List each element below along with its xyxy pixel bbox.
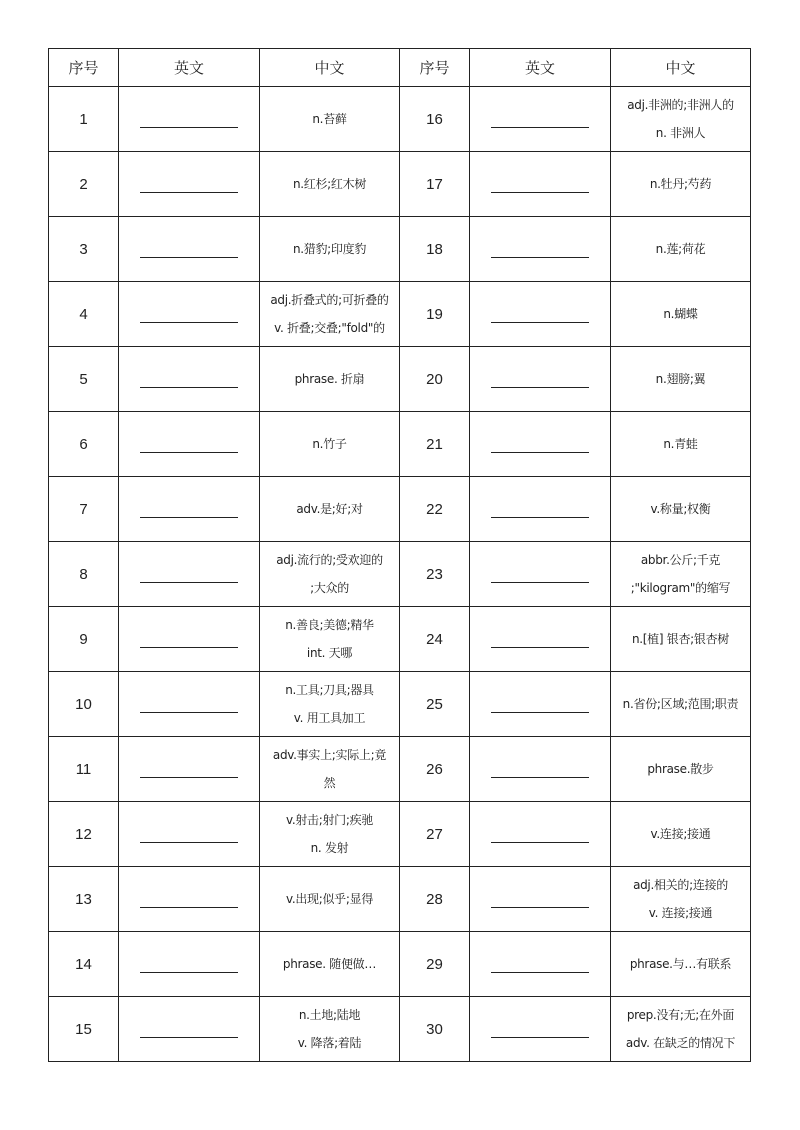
english-answer-cell[interactable] xyxy=(119,152,260,217)
item-number: 21 xyxy=(400,412,470,477)
table-body xyxy=(49,87,751,1062)
answer-blank-line[interactable] xyxy=(140,582,238,583)
chinese-meaning xyxy=(611,542,751,607)
chinese-meaning xyxy=(260,867,400,932)
chinese-meaning xyxy=(611,347,751,412)
english-answer-cell[interactable] xyxy=(119,802,260,867)
english-answer-cell[interactable] xyxy=(119,347,260,412)
meaning-line-1: n.省份;区域;范围;职责 xyxy=(622,697,739,711)
english-answer-cell[interactable] xyxy=(470,87,611,152)
meaning-line-2: n. 发射 xyxy=(310,841,349,855)
item-number: 30 xyxy=(400,997,470,1062)
chinese-meaning xyxy=(260,607,400,672)
item-number: 17 xyxy=(400,152,470,217)
chinese-meaning xyxy=(260,802,400,867)
answer-blank-line[interactable] xyxy=(140,322,238,323)
item-number: 28 xyxy=(400,867,470,932)
english-answer-cell[interactable] xyxy=(470,477,611,542)
english-answer-cell[interactable] xyxy=(119,412,260,477)
chinese-meaning xyxy=(260,152,400,217)
chinese-meaning xyxy=(611,867,751,932)
meaning-line-2: 然 xyxy=(323,776,336,790)
english-answer-cell[interactable] xyxy=(470,152,611,217)
header-chinese: 中文 xyxy=(611,49,751,87)
answer-blank-line[interactable] xyxy=(491,647,589,648)
table-row xyxy=(49,347,751,412)
item-number: 16 xyxy=(400,87,470,152)
answer-blank-line[interactable] xyxy=(491,322,589,323)
chinese-meaning xyxy=(260,87,400,152)
answer-blank-line[interactable] xyxy=(140,842,238,843)
meaning-line-1: n.竹子 xyxy=(312,437,347,451)
english-answer-cell[interactable] xyxy=(470,347,611,412)
chinese-meaning xyxy=(260,477,400,542)
meaning-line-1: v.射击;射门;疾驰 xyxy=(285,813,374,827)
english-answer-cell[interactable] xyxy=(470,217,611,282)
answer-blank-line[interactable] xyxy=(491,517,589,518)
meaning-line-1: phrase. 随便做… xyxy=(282,957,377,971)
chinese-meaning xyxy=(611,412,751,477)
chinese-meaning xyxy=(260,737,400,802)
meaning-line-1: n.工具;刀具;器具 xyxy=(285,683,374,697)
english-answer-cell[interactable] xyxy=(470,542,611,607)
answer-blank-line[interactable] xyxy=(491,582,589,583)
meaning-line-1: adv.事实上;实际上;竟 xyxy=(272,748,387,762)
table-row xyxy=(49,477,751,542)
meaning-line-1: n.猎豹;印度豹 xyxy=(292,242,367,256)
table-row xyxy=(49,87,751,152)
item-number: 27 xyxy=(400,802,470,867)
item-number: 24 xyxy=(400,607,470,672)
meaning-line-1: adj.相关的;连接的 xyxy=(633,878,728,892)
meaning-line-1: n.红杉;红木树 xyxy=(292,177,367,191)
item-number: 10 xyxy=(49,672,119,737)
meaning-line-1: n.苔藓 xyxy=(312,112,347,126)
answer-blank-line[interactable] xyxy=(140,907,238,908)
answer-blank-line[interactable] xyxy=(140,712,238,713)
meaning-line-1: v.连接;接通 xyxy=(650,827,711,841)
header-number: 序号 xyxy=(400,49,470,87)
table-row xyxy=(49,542,751,607)
meaning-line-2: n. 非洲人 xyxy=(655,126,706,140)
chinese-meaning xyxy=(611,217,751,282)
meaning-line-2: ;大众的 xyxy=(310,581,349,595)
meaning-line-1: n.土地;陆地 xyxy=(298,1008,361,1022)
header-english: 英文 xyxy=(470,49,611,87)
meaning-line-1: adj.折叠式的;可折叠的 xyxy=(270,293,389,307)
meaning-line-1: n.善良;美德;精华 xyxy=(285,618,374,632)
item-number: 13 xyxy=(49,867,119,932)
item-number: 2 xyxy=(49,152,119,217)
item-number: 18 xyxy=(400,217,470,282)
chinese-meaning xyxy=(260,542,400,607)
chinese-meaning xyxy=(611,932,751,997)
table-row xyxy=(49,217,751,282)
item-number: 6 xyxy=(49,412,119,477)
item-number: 8 xyxy=(49,542,119,607)
meaning-line-1: phrase. 折扇 xyxy=(294,372,365,386)
chinese-meaning xyxy=(260,282,400,347)
english-answer-cell[interactable] xyxy=(470,412,611,477)
english-answer-cell[interactable] xyxy=(470,932,611,997)
meaning-line-1: v.出现;似乎;显得 xyxy=(285,892,374,906)
english-answer-cell[interactable] xyxy=(119,867,260,932)
meaning-line-1: n.[植] 银杏;银杏树 xyxy=(631,632,730,646)
english-answer-cell[interactable] xyxy=(119,672,260,737)
header-chinese: 中文 xyxy=(260,49,400,87)
table-row xyxy=(49,932,751,997)
chinese-meaning xyxy=(260,672,400,737)
table-row xyxy=(49,997,751,1062)
chinese-meaning xyxy=(260,412,400,477)
english-answer-cell[interactable] xyxy=(470,672,611,737)
answer-blank-line[interactable] xyxy=(140,972,238,973)
table-row xyxy=(49,152,751,217)
item-number: 7 xyxy=(49,477,119,542)
item-number: 22 xyxy=(400,477,470,542)
table-row xyxy=(49,607,751,672)
answer-blank-line[interactable] xyxy=(491,712,589,713)
english-answer-cell[interactable] xyxy=(119,542,260,607)
meaning-line-1: prep.没有;无;在外面 xyxy=(626,1008,735,1022)
item-number: 23 xyxy=(400,542,470,607)
chinese-meaning xyxy=(611,997,751,1062)
chinese-meaning xyxy=(611,282,751,347)
answer-blank-line[interactable] xyxy=(491,387,589,388)
answer-blank-line[interactable] xyxy=(140,452,238,453)
meaning-line-1: phrase.与…有联系 xyxy=(629,957,732,971)
item-number: 4 xyxy=(49,282,119,347)
english-answer-cell[interactable] xyxy=(470,802,611,867)
meaning-line-2: ;"kilogram"的缩写 xyxy=(630,581,731,595)
header-english: 英文 xyxy=(119,49,260,87)
meaning-line-1: adj.非洲的;非洲人的 xyxy=(627,98,734,112)
chinese-meaning xyxy=(611,802,751,867)
english-answer-cell[interactable] xyxy=(470,997,611,1062)
vocabulary-table xyxy=(48,48,751,1062)
table-header xyxy=(49,49,751,87)
meaning-line-1: n.莲;荷花 xyxy=(655,242,706,256)
answer-blank-line[interactable] xyxy=(140,517,238,518)
chinese-meaning xyxy=(611,737,751,802)
meaning-line-1: adv.是;好;对 xyxy=(296,502,363,516)
table-row xyxy=(49,802,751,867)
chinese-meaning xyxy=(260,217,400,282)
item-number: 20 xyxy=(400,347,470,412)
english-answer-cell[interactable] xyxy=(119,87,260,152)
meaning-line-2: v. 用工具加工 xyxy=(293,711,366,725)
answer-blank-line[interactable] xyxy=(491,777,589,778)
english-answer-cell[interactable] xyxy=(119,932,260,997)
meaning-line-2: int. 天哪 xyxy=(306,646,353,660)
answer-blank-line[interactable] xyxy=(491,972,589,973)
answer-blank-line[interactable] xyxy=(140,387,238,388)
answer-blank-line[interactable] xyxy=(140,257,238,258)
item-number: 14 xyxy=(49,932,119,997)
table-row xyxy=(49,737,751,802)
meaning-line-2: v. 连接;接通 xyxy=(648,906,713,920)
answer-blank-line[interactable] xyxy=(491,127,589,128)
english-answer-cell[interactable] xyxy=(119,217,260,282)
table-row xyxy=(49,672,751,737)
table-row xyxy=(49,412,751,477)
english-answer-cell[interactable] xyxy=(119,282,260,347)
item-number: 29 xyxy=(400,932,470,997)
meaning-line-2: adv. 在缺乏的情况下 xyxy=(625,1036,736,1050)
answer-blank-line[interactable] xyxy=(491,907,589,908)
item-number: 15 xyxy=(49,997,119,1062)
table-row xyxy=(49,282,751,347)
english-answer-cell[interactable] xyxy=(470,867,611,932)
answer-blank-line[interactable] xyxy=(491,257,589,258)
chinese-meaning xyxy=(611,477,751,542)
meaning-line-2: v. 降落;着陆 xyxy=(297,1036,362,1050)
meaning-line-1: adj.流行的;受欢迎的 xyxy=(276,553,383,567)
meaning-line-1: n.蝴蝶 xyxy=(663,307,698,321)
chinese-meaning xyxy=(260,347,400,412)
item-number: 12 xyxy=(49,802,119,867)
item-number: 3 xyxy=(49,217,119,282)
chinese-meaning xyxy=(260,932,400,997)
meaning-line-1: n.牡丹;芍药 xyxy=(649,177,712,191)
item-number: 11 xyxy=(49,737,119,802)
item-number: 9 xyxy=(49,607,119,672)
header-number: 序号 xyxy=(49,49,119,87)
chinese-meaning xyxy=(611,607,751,672)
chinese-meaning xyxy=(260,997,400,1062)
english-answer-cell[interactable] xyxy=(119,607,260,672)
english-answer-cell[interactable] xyxy=(119,737,260,802)
meaning-line-1: n.青蛙 xyxy=(663,437,698,451)
item-number: 1 xyxy=(49,87,119,152)
meaning-line-1: v.称量;权衡 xyxy=(650,502,711,516)
english-answer-cell[interactable] xyxy=(119,477,260,542)
chinese-meaning xyxy=(611,152,751,217)
english-answer-cell[interactable] xyxy=(470,282,611,347)
item-number: 25 xyxy=(400,672,470,737)
answer-blank-line[interactable] xyxy=(140,647,238,648)
english-answer-cell[interactable] xyxy=(470,607,611,672)
meaning-line-1: abbr.公斤;千克 xyxy=(640,553,721,567)
english-answer-cell[interactable] xyxy=(470,737,611,802)
table-row xyxy=(49,867,751,932)
chinese-meaning xyxy=(611,87,751,152)
meaning-line-2: v. 折叠;交叠;"fold"的 xyxy=(274,321,385,335)
answer-blank-line[interactable] xyxy=(140,127,238,128)
answer-blank-line[interactable] xyxy=(140,192,238,193)
answer-blank-line[interactable] xyxy=(491,842,589,843)
english-answer-cell[interactable] xyxy=(119,997,260,1062)
item-number: 5 xyxy=(49,347,119,412)
meaning-line-1: phrase.散步 xyxy=(647,762,714,776)
meaning-line-1: n.翅膀;翼 xyxy=(655,372,706,386)
answer-blank-line[interactable] xyxy=(140,1037,238,1038)
item-number: 26 xyxy=(400,737,470,802)
answer-blank-line[interactable] xyxy=(491,452,589,453)
chinese-meaning xyxy=(611,672,751,737)
answer-blank-line[interactable] xyxy=(491,192,589,193)
answer-blank-line[interactable] xyxy=(491,1037,589,1038)
answer-blank-line[interactable] xyxy=(140,777,238,778)
item-number: 19 xyxy=(400,282,470,347)
